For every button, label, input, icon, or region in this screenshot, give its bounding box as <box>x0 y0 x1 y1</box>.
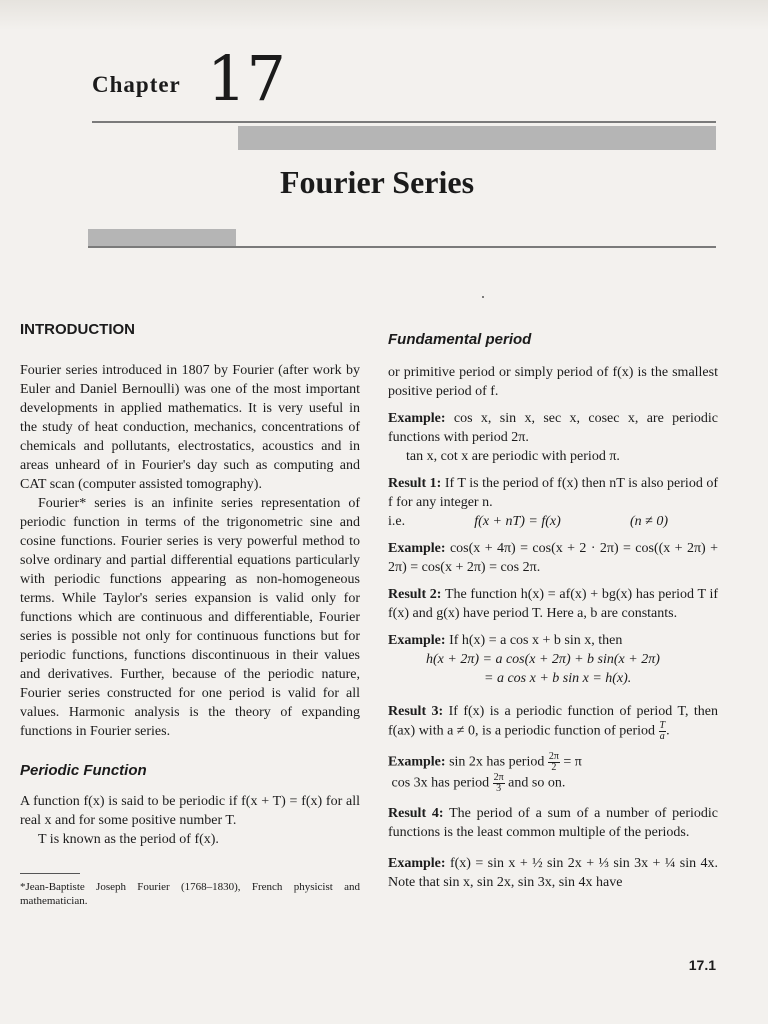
example-3-equation-2: = a cos x + b sin x = h(x). <box>484 671 632 686</box>
example-4-fraction-2 <box>493 773 505 794</box>
fraction-denominator: a <box>659 731 665 742</box>
fraction-numerator: 2π <box>493 772 504 783</box>
result-1-ie: i.e. <box>388 514 406 529</box>
result-1-equation: f(x + nT) = f(x) <box>474 514 561 529</box>
top-rule-bar <box>238 126 716 150</box>
chapter-label: Chapter <box>92 72 181 97</box>
result-3-fraction <box>659 721 667 742</box>
stray-dot <box>482 296 484 298</box>
example-4-tail: and so on. <box>508 775 566 791</box>
page-top-shade <box>0 0 768 30</box>
example-4-fraction-1 <box>548 752 560 773</box>
fraction-numerator: T <box>659 720 666 731</box>
example-2-text: cos(x + 4π) = cos(x + 2 · 2π) = cos((x + 2π) + 2π) = cos(x + 2π) = cos 2π. <box>388 541 718 575</box>
example-5-label: Example: <box>388 856 446 871</box>
result-2-text: The function h(x) = af(x) + bg(x) has period T if f(x) and g(x) have period T. Here a, b are constants. <box>388 587 719 621</box>
example-4-text-2: cos 3x has period <box>391 775 490 791</box>
page-number: 17.1 <box>688 957 716 973</box>
footnote: *Jean-Baptiste Joseph Fourier (1768–1830), French physicist and mathematician. <box>20 881 360 907</box>
fundamental-period-text: or primitive period or simply period of f(x) is the smallest positive period of f. <box>388 365 718 399</box>
example-1 <box>388 409 718 447</box>
example-4-text-1: sin 2x has period <box>449 754 545 770</box>
right-column <box>388 330 718 892</box>
example-4-equals: = π <box>563 754 582 770</box>
chapter-number: 17 <box>207 42 286 115</box>
example-5-text: f(x) = sin x + ½ sin 2x + ⅓ sin 3x + ¼ sin 4x. Note that sin x, sin 2x, sin 3x, sin 4x have <box>388 856 719 890</box>
fraction-denominator: 3 <box>496 783 502 794</box>
left-column <box>20 320 360 908</box>
example-1-label: Example: <box>388 411 446 426</box>
example-1-text: cos x, sin x, sec x, cosec x, are periodic functions with period 2π. <box>388 411 718 445</box>
footnote-rule <box>20 873 80 874</box>
example-3-label: Example: <box>388 633 446 648</box>
result-2 <box>388 585 718 623</box>
bottom-rule <box>88 246 716 248</box>
result-3-label: Result 3: <box>388 704 444 719</box>
period-definition: T is known as the period of f(x). <box>38 832 219 847</box>
result-1-condition: (n ≠ 0) <box>629 514 668 529</box>
result-1-label: Result 1: <box>388 476 442 491</box>
bottom-rule-bar <box>88 229 236 246</box>
example-5 <box>388 854 718 892</box>
result-4-label: Result 4: <box>388 806 444 821</box>
example-3-text: If h(x) = a cos x + b sin x, then <box>449 633 623 648</box>
result-3: Result 3: If f(x) is a periodic function of period T, then f(ax) with a ≠ 0, is a periodic function of period $\frac{T}{a}$ . <box>388 704 718 742</box>
top-rule <box>92 121 716 123</box>
result-4-text: The period of a sum of a number of periodic functions is the least common multiple of the periods. <box>388 806 719 840</box>
section-heading-introduction: INTRODUCTION <box>20 321 135 338</box>
result-1-text: If T is the period of f(x) then nT is also period of f for any integer n. <box>388 476 719 510</box>
example-1-line-2: tan x, cot x are periodic with period π. <box>406 449 620 464</box>
section-heading-fundamental-period: Fundamental period <box>388 331 532 348</box>
example-4 <box>388 752 718 773</box>
result-1-equation-row <box>388 512 718 531</box>
result-4 <box>388 804 718 842</box>
chapter-title: Fourier Series <box>280 164 475 200</box>
periodic-definition: A function f(x) is said to be periodic if f(x + T) = f(x) for all real x and for some positive number T. <box>20 794 360 828</box>
example-4-line-2 <box>388 773 718 794</box>
result-2-label: Result 2: <box>388 587 442 602</box>
example-4-label: Example: <box>388 754 446 770</box>
example-3-equation-1: h(x + 2π) = a cos(x + 2π) + b sin(x + 2π) <box>426 652 660 667</box>
intro-paragraph-1: Fourier series introduced in 1807 by Fourier (after work by Euler and Daniel Bernoulli) was one of the most important developments in applied mathematics. It is very useful in the study of heat conduction, mechanics, concentrations of chemicals and pollutants, electrostatics, acoustics and in areas unheard of in Fourier's day such as computing and CAT scan (computer assisted tomography). <box>20 363 360 492</box>
example-3 <box>388 631 718 650</box>
result-3-text: If f(x) is a periodic function of period T, then f(ax) with a ≠ 0, is a periodic function of period <box>388 704 718 739</box>
section-heading-periodic-function: Periodic Function <box>20 762 147 779</box>
fraction-denominator: 2 <box>551 762 557 773</box>
fraction-numerator: 2π <box>548 751 559 762</box>
example-2 <box>388 539 718 577</box>
intro-paragraph-2: Fourier* series is an infinite series representation of periodic function in terms of the trigonometric sine and cosine functions. Fourier series is very powerful method to solve ordinary and partial differential equations particularly with periodic functions appearing as non-homogeneous terms. While Taylor's series expansion is valid only for functions which are continuous and differentiable, Fourier series is possible not only for continuous functions but for periodic functions, functions discontinuous in their values and derivatives. Further, because of the periodic nature, Fourier series constructed for one period is valid for all values. Harmonic analysis is the theory of expanding functions in Fourier series. <box>20 496 360 739</box>
example-2-label: Example: <box>388 541 446 556</box>
result-1 <box>388 474 718 512</box>
